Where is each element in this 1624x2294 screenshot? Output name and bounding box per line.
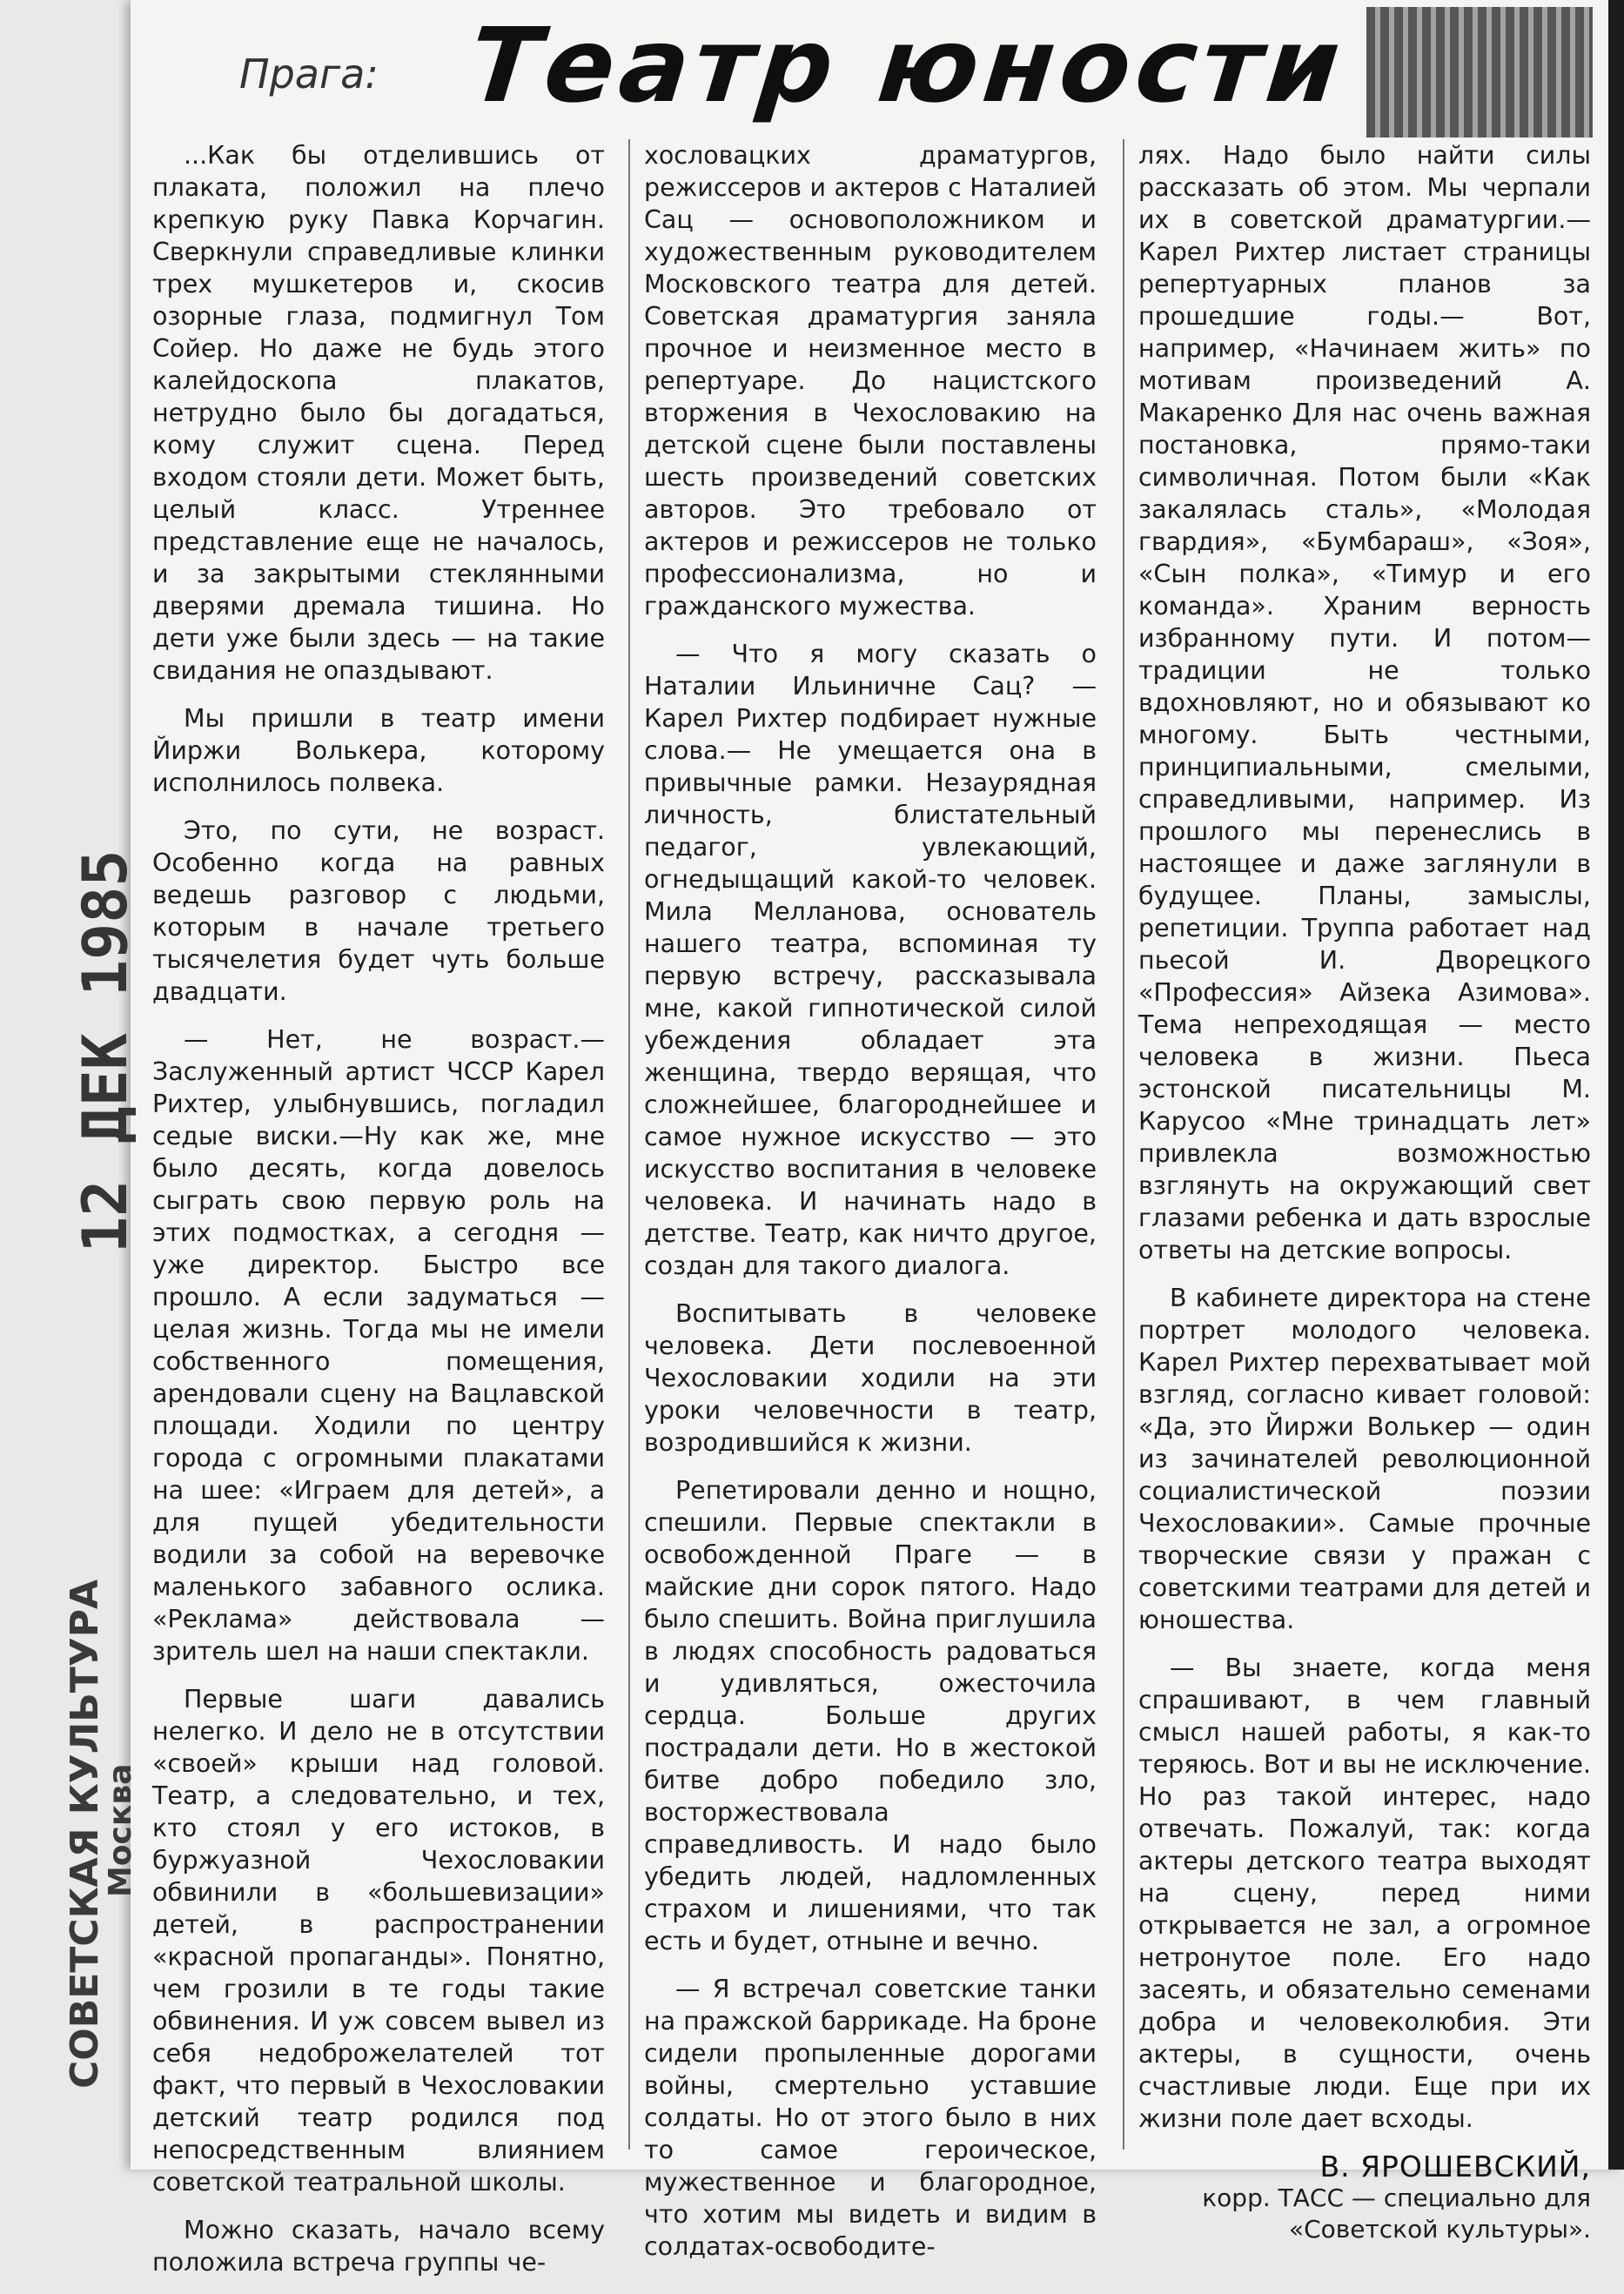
neighbouring-headline-fragment bbox=[1366, 7, 1593, 138]
paragraph: Воспитывать в человеке человека. Дети послевоенной Чехословакии ходили на эти уроки человечности в театр, возродившийся к жизни. bbox=[644, 1299, 1097, 1457]
paragraph: — Вы знаете, когда меня спрашивают, в чем главный смысл нашей работы, я как-то теряюсь. Вот и вы не исключение. Но раз такой интерес, надо отвечать. Пожалуй, так: когда актеры детского театра выходят на сцену, перед ними открывается не зал, а огромное нетронутое поле. Его надо засеять, и обязательно семенами добра и человеколюбия. Эти актеры, в сущности, очень счастливые люди. Еще при их жизни поле дает всходы. bbox=[1138, 1653, 1591, 2133]
paragraph: Первые шаги давались нелегко. И дело не в отсутствии «своей» крыши над головой. Театр, а следовательно, и тех, кто стоял у его истоков, в буржуазной Чехословакии обвинили в «большевизации» детей, в распространении «красной пропаганды». Понятно, чем грозили в те годы такие обвинения. И уж совсем вывел из себя недоброжелателей тот факт, что первый в Чехословакии детский театр родился под непосредственным влиянием советской театральной школы. bbox=[152, 1685, 605, 2197]
date-stamp bbox=[9, 849, 141, 1253]
paragraph: ...Как бы отделившись от плаката, положил на плечо крепкую руку Павка Корчагин. Сверкнули справедливые клинки трех мушкетеров и, скосив озорные глаза, подмигнул Том Сойер. Но даже не будь этого калейдоскопа плакатов, нетрудно было бы догадаться, кому служит сцена. Перед входом стояли дети. Может быть, целый класс. Утреннее представление еще не началось, и за закрытыми стеклянными дверями дремала тишина. Но дети уже были здесь — на такие свидания не опаздывают. bbox=[152, 141, 605, 685]
paragraph: лях. Надо было найти силы рассказать об этом. Мы черпали их в советской драматургии.— Карел Рихтер листает страницы репертуарных планов за прошедшие годы.— Вот, например, «Начинаем жить» по мотивам произведений А. Макаренко Для нас очень важная постановка, прямо-таки символичная. Потом были «Как закалялась сталь», «Молодая гвардия», «Бумбараш», «Зоя», «Сын полка», «Тимур и его команда». Храним верность избранному пути. И потом—традиции не только вдохновляют, но и обязывают ко многому. Быть честными, принципиальными, смелыми, справедливыми, например. Из прошлого мы перенеслись в настоящее и даже заглянули в будущее. Планы, замыслы, репетиции. Труппа работает над пьесой И. Дворецкого «Профессия» Айзека Азимова». Тема непреходящая — место человека в жизни. Пьеса эстонской писательницы М. Карусоо «Мне тринадцать лет» привлекла возможностью взглянуть на окружающий свет глазами ребенка и дать взрослые ответы на детские вопросы. bbox=[1138, 141, 1591, 1264]
paragraph: — Я встречал советские танки на пражской баррикаде. На броне сидели пропыленные дорогами войны, смертельно уставшие солдаты. Но от этого было в них то самое героическое, мужественное и благородное, что хотим мы видеть и видим в солдатах-освободите- bbox=[644, 1975, 1097, 2261]
article-column-1 bbox=[152, 139, 605, 2294]
paragraph: хословацких драматургов, режиссеров и актеров с Наталией Сац — основоположником и художественным руководителем Московского театра для детей. Советская драматургия заняла прочное и неизменное место в репертуаре. До нацистского вторжения в Чехословакию на детской сцене были поставлены шесть произведений советских авторов. Это требовало от актеров и режиссеров не только профессионализма, но и гражданского мужества. bbox=[644, 141, 1097, 620]
paragraph: Это, по сути, не возраст. Особенно когда на равных ведешь разговор с людьми, которым в начале третьего тысячелетия будет чуть больше двадцати. bbox=[152, 816, 605, 1006]
column-divider bbox=[1123, 139, 1124, 2150]
newspaper-clipping bbox=[131, 0, 1624, 2277]
source-city: Москва bbox=[103, 1763, 138, 1897]
author-credit: корр. ТАСС — специально для «Советской культуры». bbox=[1202, 2183, 1591, 2244]
article-masthead bbox=[183, 0, 1366, 144]
source-title: СОВЕТСКАЯ КУЛЬТУРА bbox=[63, 1579, 107, 2089]
paragraph: Мы пришли в театр имени Йиржи Волькера, которому исполнилось полвека. bbox=[152, 704, 605, 797]
paragraph: — Нет, не возраст.— Заслуженный артист ЧССР Карел Рихтер, улыбнувшись, погладил седые виски.—Ну как же, мне было десять, когда довелось сыграть свою первую роль на этих подмостках, а сегодня — уже директор. Быстро все прошло. А если задуматься — целая жизнь. Тогда мы не имели собственного помещения, арендовали сцену на Вацлавской площади. Ходили по центру города с огромными плакатами на шее: «Играем для детей», а для пущей убедительности водили за собой на веревочке маленького забавного ослика. «Реклама» действовала — зритель шел на наши спектакли. bbox=[152, 1025, 605, 1666]
dateline-city: Прага: bbox=[239, 50, 379, 97]
article-column-3 bbox=[1138, 139, 1591, 2245]
article-column-2 bbox=[644, 139, 1097, 2278]
paragraph: — Что я могу сказать о Наталии Ильиничне Сац? — Карел Рихтер подбирает нужные слова.— Не умещается она в привычные рамки. Незаурядная личность, блистательный педагог, увлекающий, огнедыщащий какой-то человек. Мила Мелланова, основатель нашего театра, вспоминая ту первую встречу, рассказывала мне, какой гипнотической силой убеждения обладает эта женщина, твердо верящая, что сложнейшее, благороднейшее и самое нужное искусство — это искусство воспитания в человеке человека. И начинать надо в детстве. Театр, как ничто другое, создан для такого диалога. bbox=[644, 640, 1097, 1280]
newspaper-source bbox=[9, 1427, 138, 2089]
column-divider bbox=[628, 139, 630, 2150]
article-title: Театр юности bbox=[463, 5, 1351, 125]
date-stamp-text: 12 ДЕК 1985 bbox=[70, 849, 141, 1253]
paragraph: Можно сказать, начало всему положила встреча группы че- bbox=[152, 2216, 605, 2277]
paragraph: Репетировали денно и нощно, спешили. Первые спектакли в освобожденной Праге — в майские дни сорок пятого. Надо было спешить. Война приглушила в людях способность радоваться и удивляться, ожесточила сердца. Больше других пострадали дети. Но в жестокой битве добро победило зло, восторжествовала справедливость. И надо было убедить людей, надломленных страхом и лишениями, что так есть и будет, отныне и вечно. bbox=[644, 1476, 1097, 1955]
paragraph: В кабинете директора на стене портрет молодого человека. Карел Рихтер перехватывает мой взгляд, согласно кивает головой: «Да, это Йиржи Волькер — один из зачинателей революционной социалистической поэзии Чехословакии». Самые прочные творческие связи у пражан с советскими театрами для детей и юношества. bbox=[1138, 1284, 1591, 1634]
author-signature: В. ЯРОШЕВСКИЙ, bbox=[1319, 2150, 1591, 2183]
scan-edge bbox=[1608, 0, 1624, 2170]
